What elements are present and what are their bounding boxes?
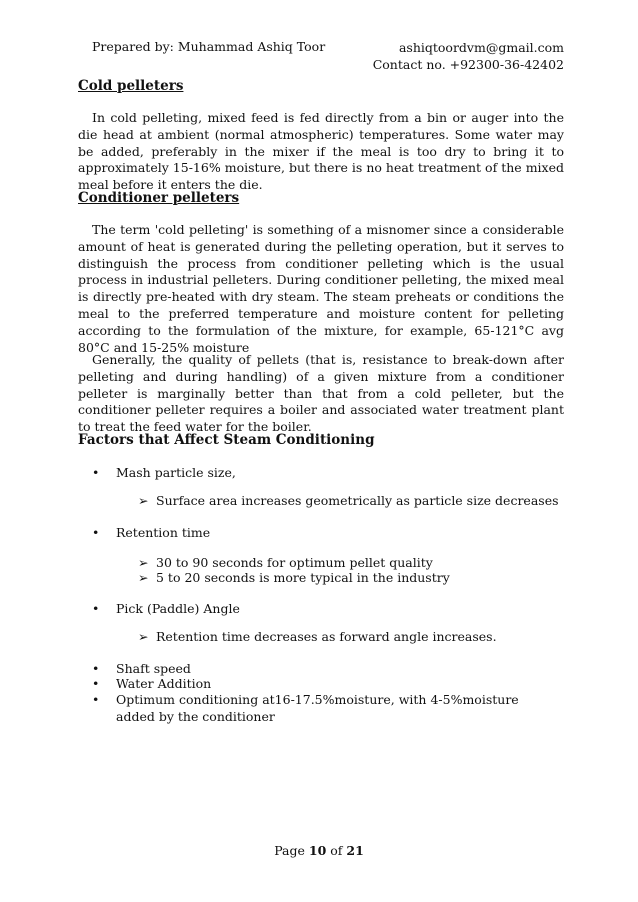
- list-item-label: Optimum conditioning at16-17.5%moisture, with 4-5%moisture added by the conditioner: [116, 692, 519, 724]
- list-item: [92, 692, 519, 724]
- paragraph-cold-pelleting-text: In cold pelleting, mixed feed is fed directly from a bin or auger into the die head at ambient (normal atmospheric) temperatures. Some water may be added, preferably in the mixer if the meal is too dry to bring it to approximately 15-16% moisture, but there is no heat treatment of the mixed meal before it enters the die.: [78, 110, 564, 193]
- sub-list-item-label: Surface area increases geometrically as particle size decreases: [156, 493, 559, 508]
- arrow-bullet-icon: ➢: [138, 570, 149, 585]
- header-email[interactable]: ashiqtoordvm@gmail.com: [398, 40, 564, 55]
- footer-total-pages: 21: [346, 843, 364, 858]
- arrow-bullet-icon: ➢: [138, 629, 149, 644]
- heading-factors: Factors that Affect Steam Conditioning: [78, 432, 375, 448]
- list-item: [92, 676, 212, 691]
- list-item-label: Water Addition: [116, 676, 212, 691]
- header-contact-block: [373, 39, 564, 73]
- list-item-label: Shaft speed: [116, 661, 191, 676]
- heading-conditioner-pelleters: Conditioner pelleters: [78, 190, 240, 206]
- bullet-icon: •: [92, 465, 100, 480]
- footer-of-label: of: [330, 843, 343, 858]
- list-item: [92, 525, 211, 540]
- paragraph-conditioner-1: [78, 222, 564, 356]
- paragraph-cold-pelleting: [78, 110, 564, 194]
- paragraph-conditioner-2: [78, 352, 564, 436]
- footer-page-number: 10: [308, 843, 327, 858]
- sub-list-item: [138, 555, 433, 570]
- list-item: [92, 465, 236, 480]
- sub-list-item: [138, 629, 497, 644]
- heading-cold-pelleters: Cold pelleters: [78, 78, 184, 94]
- list-item-label: Mash particle size,: [116, 465, 236, 480]
- footer-page-label: Page: [274, 843, 305, 858]
- sub-list-item-label: 30 to 90 seconds for optimum pellet quality: [156, 555, 433, 570]
- header-prepared-by: Prepared by: Muhammad Ashiq Toor: [92, 39, 326, 54]
- sub-list-item-label: 5 to 20 seconds is more typical in the industry: [156, 570, 450, 585]
- sub-list-item-label: Retention time decreases as forward angle increases.: [156, 629, 497, 644]
- list-item-label: Retention time: [116, 525, 211, 540]
- arrow-bullet-icon: ➢: [138, 493, 149, 508]
- bullet-icon: •: [92, 601, 100, 616]
- list-item: [92, 661, 191, 676]
- bullet-icon: •: [92, 525, 100, 540]
- list-item: [92, 601, 240, 616]
- bullet-icon: •: [92, 661, 100, 676]
- sub-list-item: [138, 570, 450, 585]
- page-footer: [0, 843, 638, 858]
- bullet-icon: •: [92, 676, 100, 691]
- paragraph-conditioner-2-text: Generally, the quality of pellets (that is, resistance to break-down after pelleting and during handling) of a given mixture from a conditioner pelleter is marginally better than that from a cold pelleter, but the conditioner pelleter requires a boiler and associated water treatment plant to treat the feed water for the boiler.: [78, 352, 564, 435]
- list-item-label: Pick (Paddle) Angle: [116, 601, 240, 616]
- sub-list-item: [138, 493, 559, 508]
- paragraph-conditioner-1-text: The term 'cold pelleting' is something of a misnomer since a considerable amount of heat is generated during the pelleting operation, but it serves to distinguish the process from conditioner pelleting which is the usual process in industrial pelleters. During conditioner pelleting, the mixed meal is directly pre-heated with dry steam. The steam preheats or conditions the meal to the preferred temperature and moisture content for pelleting according to the formulation of the mixture, for example, 65-121°C avg 80°C and 15-25% moisture: [78, 222, 564, 355]
- header-contact: Contact no. +92300-36-42402: [372, 57, 564, 72]
- arrow-bullet-icon: ➢: [138, 555, 149, 570]
- bullet-icon: •: [92, 692, 100, 707]
